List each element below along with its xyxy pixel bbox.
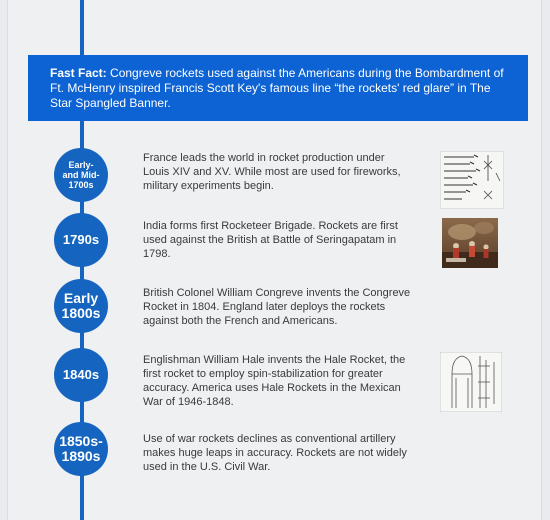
era-label-line: 1850s-	[59, 433, 103, 449]
battle-painting	[442, 218, 498, 268]
fast-fact-lead: Fast Fact:	[50, 66, 107, 80]
era-circle-1840s	[54, 348, 108, 402]
era-label-line: Early	[63, 290, 99, 306]
timeline-description: Englishman William Hale invents the Hale Rocket, the first rocket to employ spin-stabilization for greater accuracy. America uses Hale Rockets in the Mexican War of 1946-1848.	[143, 354, 406, 408]
era-label-line: 1890s	[61, 448, 101, 464]
era-label-line: 1800s	[61, 305, 101, 321]
era-circle-early-1800s	[54, 279, 108, 333]
fast-fact-banner	[28, 55, 528, 121]
era-label-line: Early-	[68, 160, 94, 170]
era-label-line: and Mid-	[62, 170, 100, 180]
timeline-description: India forms first Rocketeer Brigade. Rockets are first used against the British at Battle of Seringapatam in 1798.	[143, 220, 398, 260]
timeline-description: France leads the world in rocket production under Louis XIV and XV. While most are used for fireworks, military experiments begin.	[143, 152, 401, 192]
fast-fact-text: Congreve rockets used against the Americans during the Bombardment of Ft. McHenry inspired Francis Scott Key's famous line “the rockets' red glare” in The Star Spangled Banner.	[50, 66, 504, 110]
era-circle-1790s	[54, 213, 108, 267]
era-label-line: 1700s	[68, 180, 94, 190]
timeline-description: Use of war rockets declines as conventional artillery makes huge leaps in accuracy. Rockets are not widely used in the U.S. Civil War.	[143, 433, 407, 473]
era-label-line: 1840s	[62, 367, 100, 382]
hale-rocket-blueprint	[440, 352, 502, 412]
timeline-description: British Colonel William Congreve invents the Congreve Rocket in 1804. England later deploys the rockets against both the French and Americans.	[143, 287, 411, 327]
era-circle-early-mid-1700s	[54, 148, 108, 202]
era-label-line: 1790s	[62, 232, 100, 247]
era-circle-1850s-1890s	[54, 422, 108, 476]
rocket-diagram-sketch	[440, 151, 504, 209]
